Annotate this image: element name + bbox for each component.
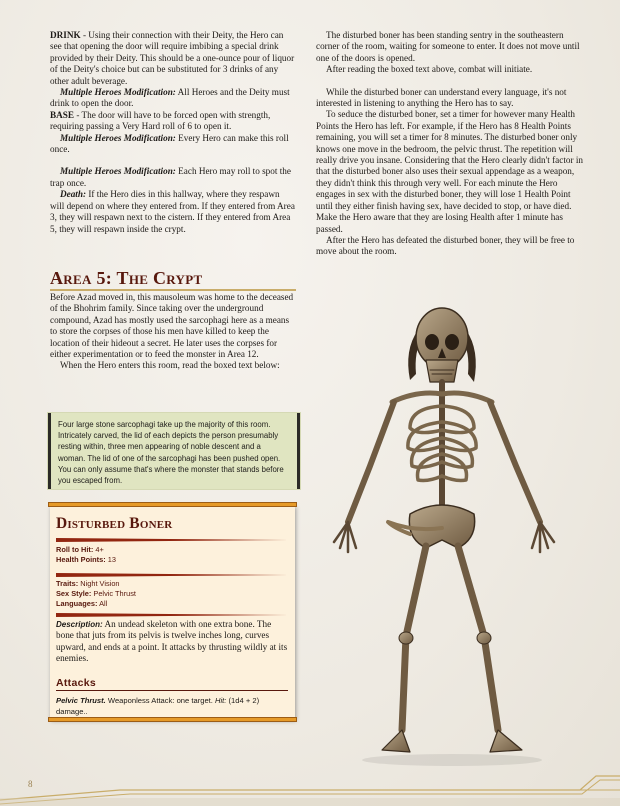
skeleton-illustration [318, 290, 588, 772]
monster-description: Description: An undead skeleton with one extra bone. The bone that juts from its pelvis is twelve inches long, curves upward, and ends at a point. It attacks by thrusting wildly at its enemies. [56, 619, 288, 664]
defeat-paragraph: After the Hero has defeated the disturbed boner, they will be free to move about the room. [316, 234, 575, 257]
traits: Traits: Night Vision [56, 579, 120, 588]
languages: Languages: All [56, 599, 108, 609]
crypt-text [50, 292, 296, 372]
boxed-text-content: Four large stone sarcophagi take up the majority of this room. Intricately carved, the lid of each depicts the person presumably resting within, three men appearing of noble descent and a woman. The lid of one of the sarcophagi has been pushed open. You can only assume that's where the monster that stands before you escaped from. [58, 420, 284, 486]
page-number: 8 [28, 779, 33, 789]
crypt-paragraph: Before Azad moved in, this mausoleum was home to the deceased of the Bhohrim family. Since taking over the underground compound, Azad has mostly used the sarcophagi here as a means to store the corpses of those his men have killed to keep the location of their hideout a secret. He later uses the corpses for either experimentation or to feed the monster in Area 12. [50, 292, 294, 360]
stat-block [50, 505, 295, 719]
attacks-heading: Attacks [56, 677, 288, 691]
stat-props-1 [56, 545, 288, 565]
boxed-text [48, 413, 300, 489]
base-multi-paragraph: Multiple Heroes Modification: Every Hero can make this roll once. [50, 132, 289, 155]
read-boxed-paragraph: When the Hero enters this room, read the boxed text below: [60, 360, 280, 371]
stat-rule-2 [56, 573, 288, 576]
drink-multi-paragraph: Multiple Heroes Modification: All Heroes and the Deity must drink to open the door. [50, 87, 290, 109]
sentry-paragraph: The disturbed boner has been standing sentry in the southeastern corner of the room, waiting for someone to enter. It does not move until one of the doors is opened. [316, 30, 580, 63]
language-paragraph: While the disturbed boner can understand every language, it's not interested in listening to anything the Hero has to say. [316, 86, 567, 109]
trap-multi-paragraph: Multiple Heroes Modification: Each Hero may roll to spot the trap once. [50, 166, 291, 188]
stat-rule-1 [56, 538, 288, 541]
monster-name: Disturbed Boner [56, 515, 173, 532]
left-column [50, 30, 296, 235]
seduce-paragraph: To seduce the disturbed boner, set a timer for however many Health Points the Hero has left. For example, if the Hero has 8 Health Points remaining, you will set a timer for 8 minutes. The disturbed boner only knows one move in the bedroom, the pelvic thrust. The repetition will really drive you insane. Considering that the Hero clearly didn't factor in that the disturbed boner also uses their sexual appendage as a weapon, they didn't think this through very well. For each minute the Hero engages in sex with the disturbed boner, they will lose 1 Health Point until they either finish having sex, have decided to stop, or have died. Make the Hero aware that they are losing Health after 1 minute has passed. [316, 109, 583, 234]
sex-style: Sex Style: Pelvic Thrust [56, 589, 136, 599]
combat-paragraph: After reading the boxed text above, combat will initiate. [326, 64, 533, 75]
drink-paragraph: DRINK - Using their connection with their Deity, the Hero can see that opening the door will require imbibing a special drink provided by their Deity. This should be a one-ounce pour of liquor of the Deity's choice but can be substituted for 3 drinks of any other adult beverage. [50, 30, 295, 86]
death-paragraph: Death: If the Hero dies in this hallway, where they respawn will depend on where they entered from. If they entered from Area 3, they will respawn next to the cistern. If they entered from Area 5, they will respawn inside the crypt. [50, 189, 295, 234]
health-points: Health Points: 13 [56, 555, 116, 565]
action-pelvic-thrust: Pelvic Thrust. Weaponless Attack: one target. Hit: (1d4 + 2) damage.. [56, 696, 260, 716]
stat-block-bottom-bar [48, 717, 297, 722]
right-column [316, 30, 588, 258]
base-paragraph: BASE - The door will have to be forced open with strength, requiring passing a Very Hard roll of 6 to open it. [50, 109, 271, 132]
area-title-rule [50, 289, 296, 291]
roll-to-hit: Roll to Hit: 4+ [56, 545, 104, 554]
stat-rule-3 [56, 613, 288, 616]
stat-props-2 [56, 579, 288, 610]
page-footer-ornament [0, 768, 620, 806]
area-title: Area 5: The Crypt [50, 268, 203, 288]
stat-block-top-bar [48, 502, 297, 507]
